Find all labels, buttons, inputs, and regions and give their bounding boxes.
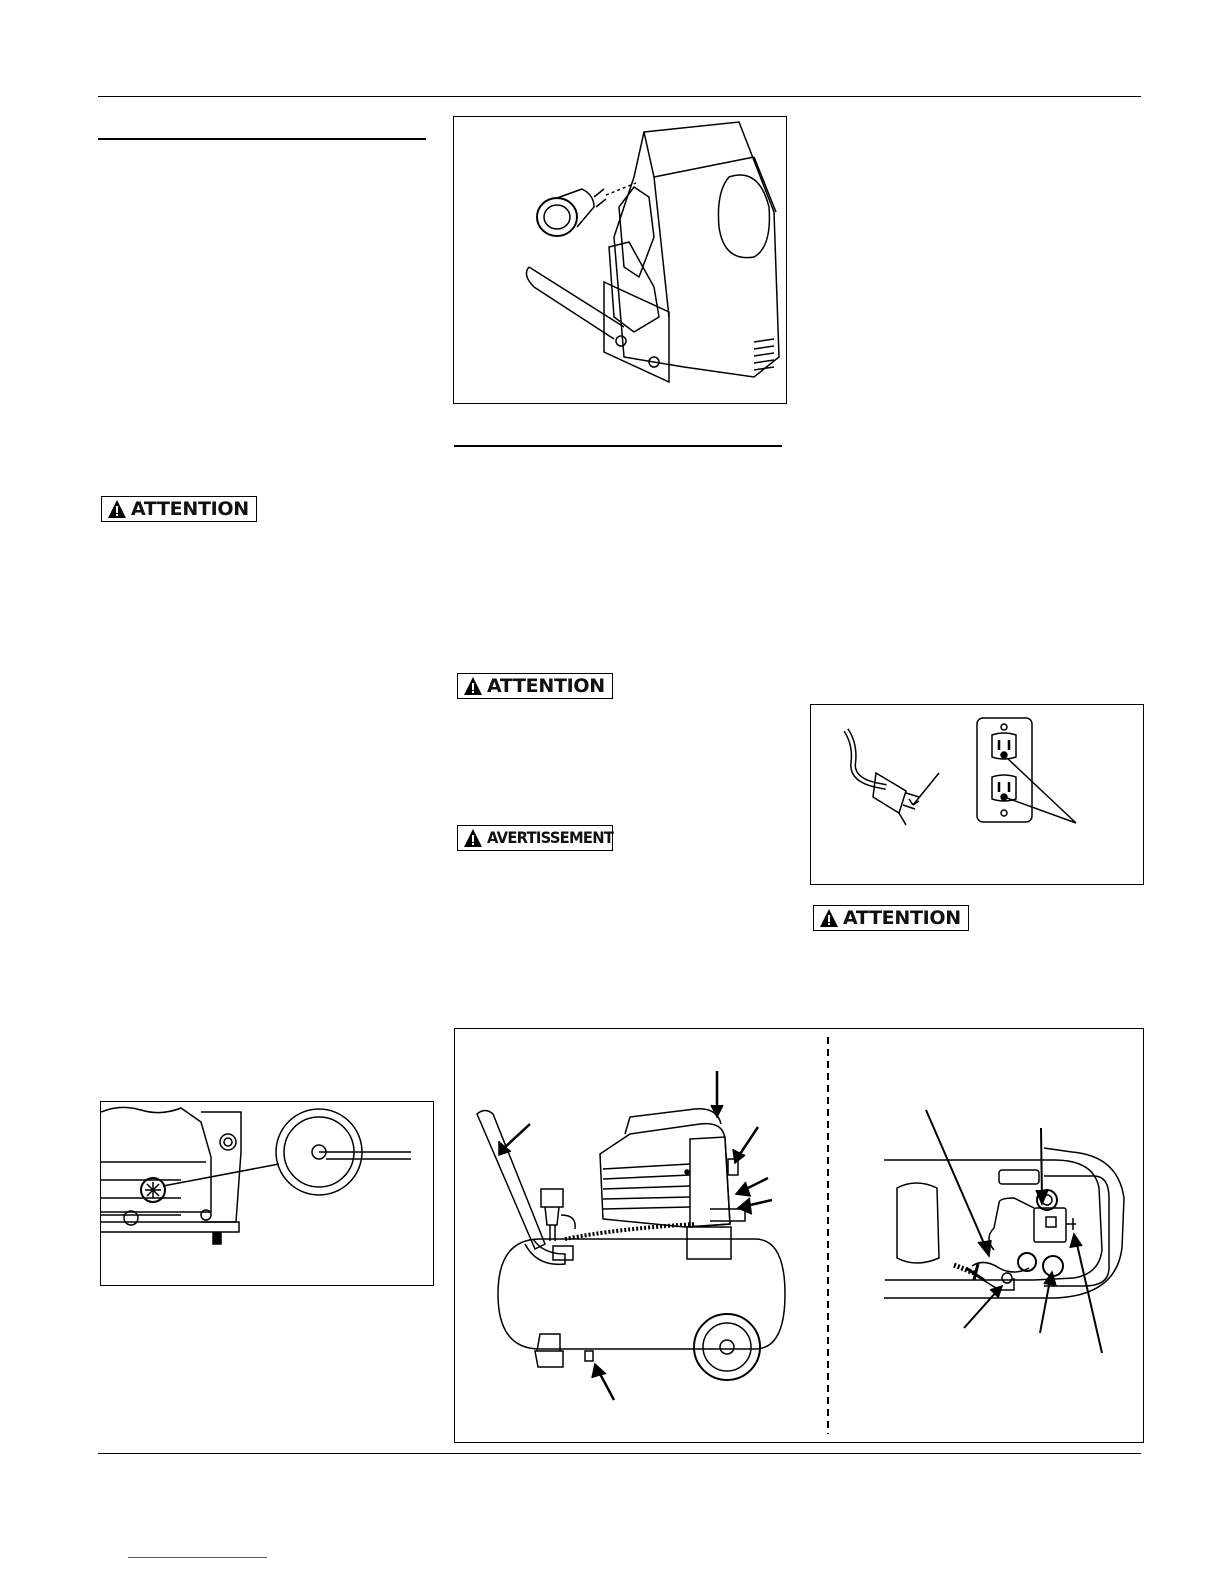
attention-label: ATTENTION [843,906,961,929]
avertissement-label: AVERTISSEMENT [487,828,614,847]
figure-pressure-gauge [100,1101,434,1286]
header-rule [98,96,1141,97]
middle-section-rule [454,445,782,447]
avertissement-badge-middle [457,825,613,851]
plug-outlet-illustration [811,705,1142,883]
attention-label: ATTENTION [131,497,249,520]
footer-rule [98,1453,1141,1454]
footer-link-underline[interactable] [128,1557,267,1558]
left-section-rule [98,138,426,140]
filter-installation-illustration [454,117,785,402]
pressure-gauge-illustration [101,1102,432,1284]
figure-plug-outlet [810,704,1144,885]
warning-triangle-icon [107,499,127,519]
warning-triangle-icon [463,828,483,848]
compressor-top-view-illustration [454,1028,1144,1443]
warning-triangle-icon [819,908,839,928]
warning-triangle-icon [463,676,483,696]
attention-badge-middle [457,673,613,699]
attention-badge-right [813,905,969,931]
attention-badge-left [101,496,257,522]
figure-filter-installation [453,116,787,404]
attention-label: ATTENTION [487,674,605,697]
